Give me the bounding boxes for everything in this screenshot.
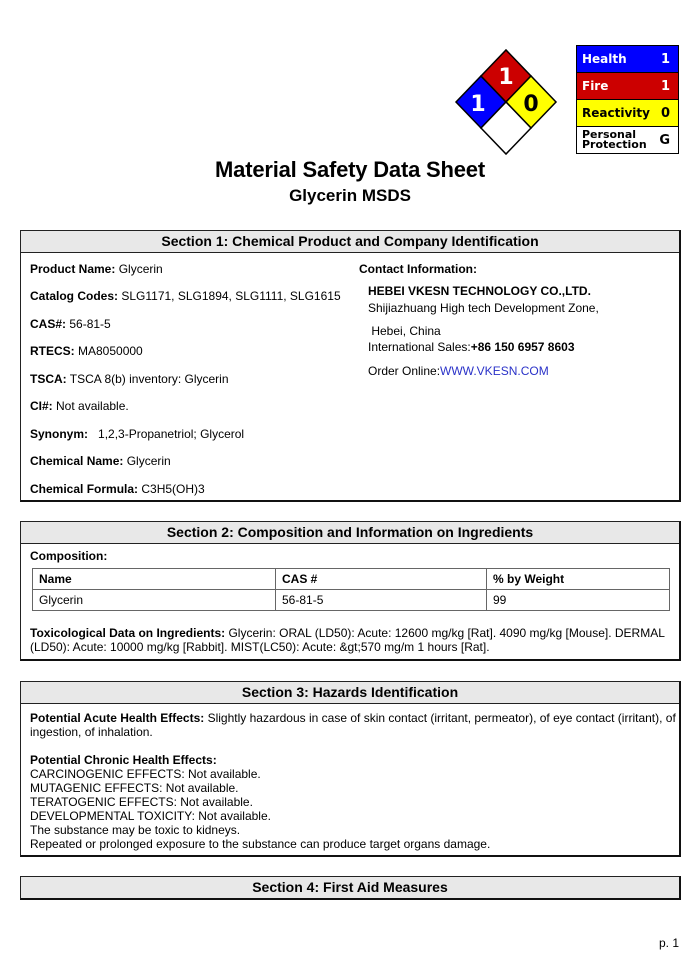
acute-line-1: Slightly hazardous in case of skin contact (irritant, permeator), of eye contact (irritant), of (204, 711, 676, 725)
nfpa-fire-value: 1 (498, 65, 514, 90)
section-2 (20, 521, 681, 661)
company-name (368, 284, 591, 298)
order-online (368, 364, 549, 378)
field-value: Glycerin (123, 454, 171, 468)
acute-line-2: ingestion, of inhalation. (30, 725, 153, 739)
chronic-line: DEVELOPMENTAL TOXICITY: Not available. (30, 809, 271, 823)
table-header-row (33, 569, 670, 590)
page-number: p. 1 (658, 936, 679, 950)
table-header-cas: CAS # (276, 569, 487, 590)
chronic-line: The substance may be toxic to kidneys. (30, 823, 241, 837)
section-1-title: Section 1: Chemical Product and Company Identification (21, 231, 679, 253)
field-label: Chemical Name: (30, 454, 124, 468)
field-catalog-codes (30, 289, 341, 303)
field-label: Product Name: (30, 262, 116, 276)
nfpa-reactivity-value: 0 (523, 92, 539, 117)
hmis-reactivity-label: Reactivity (582, 106, 650, 120)
field-chemical-formula (30, 482, 205, 496)
field-label: Catalog Codes: (30, 289, 119, 303)
international-sales (368, 340, 575, 354)
tox-label: Toxicological Data on Ingredients: (30, 626, 226, 640)
table-row (33, 590, 670, 611)
section-1 (20, 230, 681, 502)
composition-label-text: Composition: (30, 549, 108, 563)
table-cell-weight: 99 (487, 590, 670, 611)
hmis-protection-label (582, 130, 647, 150)
order-online-link[interactable]: WWW.VKESN.COM (440, 364, 549, 378)
company-address-1: Shijiazhuang High tech Development Zone, (368, 301, 599, 315)
sales-phone: +86 150 6957 8603 (470, 340, 575, 354)
company-address-2: Hebei, China (368, 324, 441, 338)
table-cell-name: Glycerin (33, 590, 276, 611)
section-2-title: Section 2: Composition and Information on Ingredients (21, 522, 679, 544)
hmis-protection-label-line1: Personal (582, 128, 637, 141)
hmis-fire-row (577, 73, 678, 100)
composition-table-wrap (21, 568, 670, 611)
field-value: 1,2,3-Propanetriol; Glycerol (88, 427, 245, 441)
tox-line-1: Glycerin: ORAL (LD50): Acute: 12600 mg/kg [Rat]. 4090 mg/kg [Mouse]. DERMAL (225, 626, 665, 640)
section-3 (20, 681, 681, 857)
composition-label (30, 549, 107, 563)
composition-table (32, 568, 670, 611)
hmis-protection-label-line2: Protection (582, 138, 647, 151)
chronic-line: Repeated or prolonged exposure to the substance can produce target organs damage. (30, 837, 491, 851)
toxicological-data (30, 626, 665, 654)
hmis-health-label: Health (582, 52, 627, 66)
contact-info-label-text: Contact Information: (359, 262, 477, 276)
field-label: RTECS: (30, 344, 75, 358)
chronic-line: MUTAGENIC EFFECTS: Not available. (30, 781, 239, 795)
field-value: MA8050000 (74, 344, 143, 358)
field-ci (30, 399, 129, 413)
hmis-reactivity-row (577, 100, 678, 127)
hmis-protection-row (577, 127, 678, 153)
field-tsca (30, 372, 229, 386)
chronic-health-effects (30, 753, 490, 851)
section-4 (20, 876, 681, 900)
section-4-title: Section 4: First Aid Measures (21, 877, 679, 898)
field-chemical-name (30, 454, 171, 468)
hmis-rating-table (576, 45, 679, 154)
section-3-title: Section 3: Hazards Identification (21, 682, 679, 704)
table-header-weight: % by Weight (487, 569, 670, 590)
acute-health-effects (30, 711, 676, 739)
field-value: Glycerin (115, 262, 163, 276)
hmis-health-value: 1 (660, 51, 670, 67)
hmis-protection-value: G (659, 132, 670, 148)
nfpa-fire-diamond (454, 48, 558, 156)
field-value: Not available. (52, 399, 129, 413)
chronic-line: TERATOGENIC EFFECTS: Not available. (30, 795, 253, 809)
table-header-name: Name (33, 569, 276, 590)
hmis-reactivity-value: 0 (660, 105, 670, 121)
field-rtecs (30, 344, 143, 358)
field-value: SLG1171, SLG1894, SLG1111, SLG1615 (118, 289, 341, 303)
page-subtitle: Glycerin MSDS (289, 186, 411, 205)
field-value: C3H5(OH)3 (138, 482, 205, 496)
hmis-health-row (577, 46, 678, 73)
field-label: CI#: (30, 399, 53, 413)
company-name-text: HEBEI VKESN TECHNOLOGY CO.,LTD. (368, 284, 591, 298)
contact-info-label (359, 262, 477, 276)
field-cas (30, 317, 111, 331)
hmis-fire-value: 1 (660, 78, 670, 94)
hmis-fire-label: Fire (582, 79, 609, 93)
field-product-name (30, 262, 163, 276)
acute-label: Potential Acute Health Effects: (30, 711, 205, 725)
field-label: Synonym: (30, 427, 89, 441)
sales-label: International Sales: (368, 340, 471, 354)
nfpa-health-value: 1 (470, 92, 486, 117)
chronic-line: CARCINOGENIC EFFECTS: Not available. (30, 767, 261, 781)
table-cell-cas: 56-81-5 (276, 590, 487, 611)
order-online-label: Order Online: (368, 364, 441, 378)
field-label: TSCA: (30, 372, 67, 386)
chronic-label: Potential Chronic Health Effects: (30, 753, 217, 767)
page-title: Material Safety Data Sheet (215, 157, 485, 182)
field-value: TSCA 8(b) inventory: Glycerin (66, 372, 229, 386)
field-value: 56-81-5 (66, 317, 111, 331)
field-label: Chemical Formula: (30, 482, 139, 496)
field-label: CAS#: (30, 317, 67, 331)
field-synonym (30, 427, 244, 441)
tox-line-2: (LD50): Acute: 10000 mg/kg [Rabbit]. MIST(LC50): Acute: &gt;570 mg/m 1 hours [Rat]. (30, 640, 490, 654)
